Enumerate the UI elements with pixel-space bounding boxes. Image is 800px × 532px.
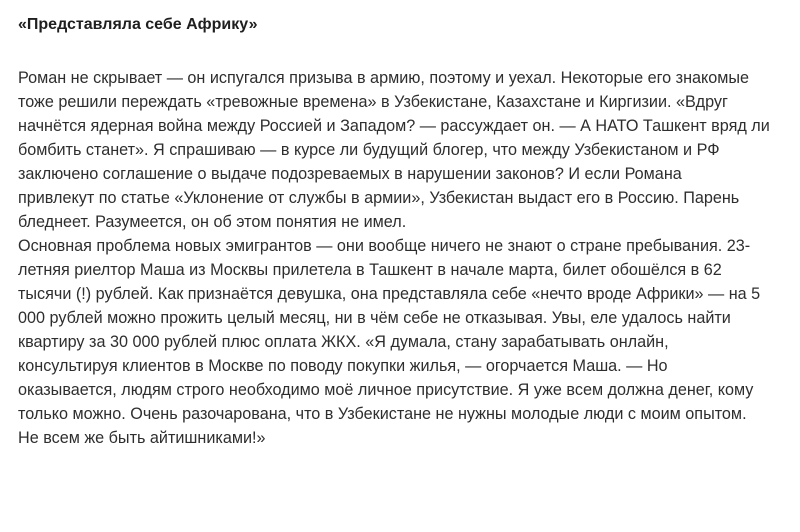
text-line: бледнеет. Разумеется, он об этом понятия не имел. (18, 213, 407, 231)
text-line: оказывается, людям строго необходимо моё личное присутствие. Я уже всем должна денег, кому (18, 381, 754, 399)
text-line: Не всем же быть айтишниками!» (18, 429, 266, 447)
text-line: летняя риелтор Маша из Москвы прилетела в Ташкент в начале марта, билет обошёлся в 62 (18, 261, 722, 279)
text-line: Роман не скрывает — он испугался призыва в армию, поэтому и уехал. Некоторые его знакомые (18, 69, 750, 87)
paragraph-roman (18, 66, 784, 234)
paragraph-masha (18, 234, 784, 450)
text-line: тысячи (!) рублей. Как признаётся девушка, она представляла себе «нечто вроде Африки» — на 5 (18, 285, 761, 303)
text-line: тоже решили переждать «тревожные времена» в Узбекистане, Казахстане и Киргизии. «Вдруг (18, 93, 728, 111)
text-line: начнётся ядерная война между Россией и Западом? — рассуждает он. — А НАТО Ташкент вряд ли (18, 117, 770, 135)
text-line: заключено соглашение о выдаче подозреваемых в нарушении законов? И если Романа (18, 165, 682, 183)
text-line: Основная проблема новых эмигрантов — они вообще ничего не знают о стране пребывания. 23- (18, 237, 751, 255)
article-heading: «Представляла себе Африку» (18, 16, 258, 33)
text-line: консультируя клиентов в Москве по поводу покупки жилья, — огорчается Маша. — Но (18, 357, 668, 375)
text-line: 000 рублей можно прожить целый месяц, ни в чём себе не отказывая. Увы, еле удалось найти (18, 309, 731, 327)
text-line: бомбить станет». Я спрашиваю — в курсе ли будущий блогер, что между Узбекистаном и РФ (18, 141, 720, 159)
text-line: квартиру за 30 000 рублей плюс оплата ЖКХ. «Я думала, стану зарабатывать онлайн, (18, 333, 669, 351)
text-line: только можно. Очень разочарована, что в Узбекистане не нужны молодые люди с моим опытом. (18, 405, 747, 423)
text-line: привлекут по статье «Уклонение от службы в армии», Узбекистан выдаст его в Россию. Парень (18, 189, 740, 207)
